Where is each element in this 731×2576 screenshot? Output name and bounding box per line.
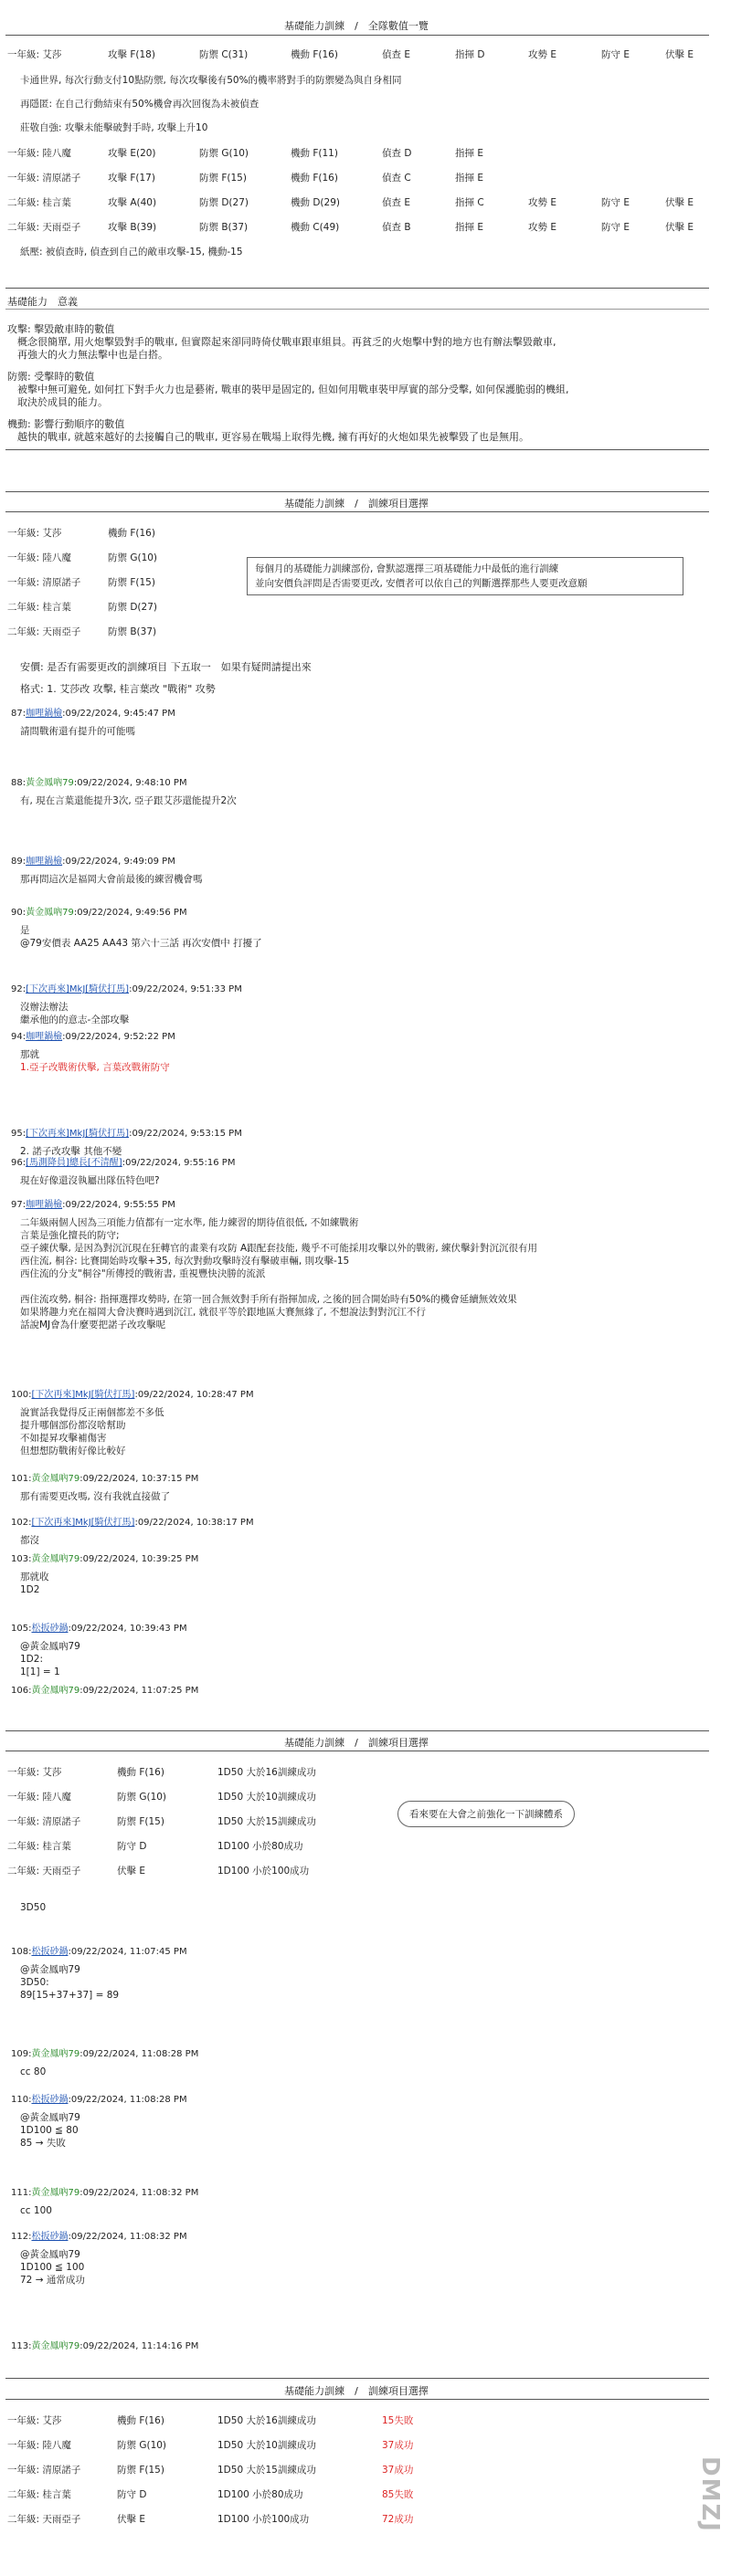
post-body: cc 100 <box>20 2205 52 2216</box>
roll-rule: 1D100 小於80成功 <box>217 1841 303 1852</box>
stat-cell: 攻勢 E <box>528 197 556 208</box>
post-header <box>11 1386 254 1400</box>
student-name: 一年級: 艾莎 <box>7 2415 62 2426</box>
post-body: 說實話我覺得反正兩個都差不多低 提升哪個部份都沒啥幫助 不如提昇攻擊補傷害 但想想防戰術好像比較好 <box>20 1407 164 1456</box>
post-body: 那再問這次是福岡大會前最後的練習機會嗎 <box>20 874 203 885</box>
post-number: 101: <box>11 1474 32 1484</box>
post-number: 102: <box>11 1518 32 1528</box>
divider <box>5 2378 709 2379</box>
post-time: :09/22/2024, 11:07:45 PM <box>68 1947 187 1957</box>
divider <box>5 2399 709 2400</box>
poster-name[interactable]: 咖哩鍋檢 <box>26 857 63 867</box>
student-name: 一年級: 陸八魔 <box>7 2440 71 2451</box>
post-header <box>11 2091 187 2105</box>
post-body: 二年級兩個人因為三項能力值都有一定水準, 能力練習的期待值很低, 不如練戰術 言葉是強化擅長的防守; 亞子練伏擊, 是因為對沉沉現在狂轉官的畫業有攻防 A跟配套技能, 幾乎不可能採用攻擊以外的戰術, 練伏擊針對沉沉很有用 西住流, 桐谷: 比賽開始時攻擊+35, 每次對動攻擊時沒有擊破車輛, 則攻擊-15 西住流的分支"桐谷"所傳授的戰術書, 重視豐快決勝的流派 西住流攻勢, 桐谷: 指揮選擇攻勢時, 在第一回合無效對手所有指揮加成, 之後的回合開始時有50%的機會延續無效效果 如果將趣力充在福岡大會決賽時遇到沉江, 就很平等於跟地區大賽無緣了, 不想說法對對沉江不行 話說MJ會為什麼要把諾子改攻擊呢 <box>20 1217 538 1330</box>
training-stat: 防禦 G(10) <box>117 1792 167 1803</box>
stat-cell: 攻擊 B(39) <box>108 222 157 233</box>
post-header <box>11 1551 198 1564</box>
post-time: :09/22/2024, 11:14:16 PM <box>79 2341 199 2351</box>
student-name: 二年級: 桂言葉 <box>7 2489 71 2500</box>
poster-name[interactable]: 咖哩鍋檢 <box>26 1032 63 1042</box>
student-name: 一年級: 陸八魔 <box>7 552 71 563</box>
divider <box>5 309 709 310</box>
roll-rule: 1D50 大於15訓練成功 <box>217 1816 316 1827</box>
training-stat: 防守 D <box>117 2489 147 2500</box>
post-time: :09/22/2024, 10:37:15 PM <box>79 1474 199 1484</box>
post-number: 96: <box>11 1158 26 1168</box>
mobility-desc-1: 越快的戰車, 就越來越好的去接觸自己的戰車, 更容易在戰場上取得先機, 擁有再好的火炮如果先被擊毀了也是無用。 <box>7 431 529 443</box>
post-body: @黃金鳳吶79 1D100 ≦ 100 72 → 通常成功 <box>20 2249 85 2286</box>
training-stat: 防禦 G(10) <box>117 2440 167 2451</box>
post-header <box>11 1028 175 1042</box>
stat-cell: 指揮 E <box>455 148 483 159</box>
post-number: 88: <box>11 778 26 788</box>
post-time: :09/22/2024, 11:08:32 PM <box>68 2232 187 2242</box>
student-name: 一年級: 清原諾子 <box>7 577 81 588</box>
poster-name[interactable]: [下次再來]MkJ[騎伏打馬] <box>31 1390 135 1400</box>
stat-cell: 偵查 C <box>382 173 411 184</box>
student-name: 一年級: 艾莎 <box>7 528 62 539</box>
training-stat: 防禦 B(37) <box>108 626 157 637</box>
stat-cell: 一年級: 陸八魔 <box>7 148 71 159</box>
post-header <box>11 774 187 788</box>
divider <box>5 288 709 289</box>
stat-cell: 指揮 E <box>455 222 483 233</box>
stat-cell: 指揮 E <box>455 173 483 184</box>
post-body: 都沒 <box>20 1535 39 1546</box>
post-header <box>11 2338 198 2351</box>
post-number: 106: <box>11 1686 32 1696</box>
post-header <box>11 1154 235 1168</box>
stat-cell: 機動 C(49) <box>291 222 340 233</box>
attack-desc-2: 再強大的火力無法擊中也是白搭。 <box>7 349 168 361</box>
student-name: 一年級: 清原諾子 <box>7 1816 81 1827</box>
poster-name[interactable]: [馬測降員]總長[不清醒] <box>26 1158 122 1168</box>
roll-rule: 1D100 小於100成功 <box>217 2514 310 2525</box>
post-body: 2. 諾子改攻擊 其他不變 <box>20 1146 122 1157</box>
section5-title: 基礎能力訓練 / 訓練項目選擇 <box>284 2385 429 2397</box>
student-name: 二年級: 天雨亞子 <box>7 2514 81 2525</box>
post-body: @黃金鳳吶79 3D50: 89[15+37+37] = 89 <box>20 1964 120 2001</box>
post-header <box>11 1125 242 1139</box>
post-line: 1.亞子改戰術伏擊, 言葉改戰術防守 <box>20 1062 170 1073</box>
stat-cell: 二年級: 天雨亞子 <box>7 222 81 233</box>
divider <box>5 511 709 512</box>
post-header <box>11 2184 198 2198</box>
post-number: 111: <box>11 2188 32 2198</box>
stat-cell: 偵查 E <box>382 197 410 208</box>
roll-rule: 1D50 大於16訓練成功 <box>217 2415 316 2426</box>
post-time: :09/22/2024, 9:49:56 PM <box>73 908 187 918</box>
stat-cell: 防守 E <box>601 222 630 233</box>
poster-name[interactable]: 咖哩鍋檢 <box>26 1200 63 1210</box>
section1-title: 基礎能力訓練 / 全隊數值一覽 <box>284 20 429 32</box>
training-stat: 防禦 F(15) <box>117 1816 164 1827</box>
rule-line-2: 並向安價負評問是否需要更改, 安價者可以依自己的判斷選擇那些人要更改意願 <box>255 578 588 589</box>
roll-rule: 1D50 大於10訓練成功 <box>217 2440 316 2451</box>
stat-cell: 防守 E <box>601 197 630 208</box>
post-body: 現在好像還沒執屬出隊伍特色吧? <box>20 1175 160 1186</box>
training-stat: 防禦 F(15) <box>117 2465 164 2476</box>
post-body: 3D50 <box>20 1902 47 1913</box>
post-body <box>20 1048 170 1074</box>
stat-cell: 伏擊 E <box>665 49 694 60</box>
post-number: 113: <box>11 2341 32 2351</box>
post-body: 是 @79安價表 AA25 AA43 第六十三話 再次安價中 打擾了 <box>20 925 262 949</box>
stat-cell: 攻擊 E(20) <box>108 148 156 159</box>
section2-title: 基礎能力 意義 <box>7 296 78 308</box>
poster-name[interactable]: [下次再來]MkJ[騎伏打馬] <box>26 984 130 994</box>
poster-name[interactable]: 松扳砂鍋 <box>31 1624 69 1634</box>
training-stat: 機動 F(16) <box>117 1767 164 1778</box>
post-number: 110: <box>11 2095 32 2105</box>
post-time: :09/22/2024, 10:39:43 PM <box>68 1624 187 1634</box>
post-number: 108: <box>11 1947 32 1957</box>
post-number: 100: <box>11 1390 32 1400</box>
post-time: :09/22/2024, 10:39:25 PM <box>79 1554 199 1564</box>
training-stat: 防禦 F(15) <box>108 577 155 588</box>
post-time: :09/22/2024, 11:08:28 PM <box>68 2095 187 2105</box>
post-number: 90: <box>11 908 26 918</box>
divider <box>5 491 709 492</box>
attack-desc-1: 概念很簡單, 用火炮擊毀對手的戰車, 但實際起來卻同時倚仗戰車跟車組員。再貧乏的火炮擊中對的地方也有辦法擊毀敵車, <box>7 336 556 348</box>
post-time: :09/22/2024, 9:48:10 PM <box>73 778 187 788</box>
stat-cell: 攻勢 E <box>528 49 556 60</box>
defense-heading: 防禦: 受擊時的數值 <box>7 371 95 383</box>
post-header <box>11 2228 187 2242</box>
training-stat: 機動 F(16) <box>117 2415 164 2426</box>
post-number: 89: <box>11 857 26 867</box>
stat-cell: 防禦 D(27) <box>199 197 249 208</box>
training-stat: 防禦 G(10) <box>108 552 158 563</box>
section4-title: 基礎能力訓練 / 訓練項目選擇 <box>284 1737 429 1749</box>
student-name: 一年級: 清原諾子 <box>7 2465 81 2476</box>
post-body: 沒辦法辦法 繼承他的的意志-全部攻擊 <box>20 1002 130 1025</box>
post-header <box>11 2045 198 2059</box>
post-number: 112: <box>11 2232 32 2242</box>
roll-rule: 1D50 大於15訓練成功 <box>217 2465 316 2476</box>
post-header <box>11 1943 187 1957</box>
attack-heading: 攻擊: 擊毀敵車時的數值 <box>7 323 115 335</box>
post-body: 那就收 1D2 <box>20 1572 49 1595</box>
divider <box>5 449 709 450</box>
training-stat: 防守 D <box>117 1841 147 1852</box>
stat-cell: 伏擊 E <box>665 222 694 233</box>
post-header <box>11 1196 175 1210</box>
poster-name[interactable]: 黃金鳳吶79 <box>31 2341 80 2351</box>
skill-note: 紙壓: 被偵查時, 偵查到自己的敵車攻擊-15, 機動-15 <box>20 247 243 258</box>
post-number: 109: <box>11 2049 32 2059</box>
roll-rule: 1D50 大於16訓練成功 <box>217 1767 316 1778</box>
post-number: 103: <box>11 1554 32 1564</box>
post-time: :09/22/2024, 9:52:22 PM <box>62 1032 175 1042</box>
stat-cell: 偵查 D <box>382 148 412 159</box>
poster-name[interactable]: [下次再來]MkJ[騎伏打馬] <box>26 1129 130 1139</box>
training-stat: 防禦 D(27) <box>108 602 157 613</box>
divider <box>5 1730 709 1731</box>
post-body: 請問戰術還有提升的可能嗎 <box>20 726 135 737</box>
poster-name[interactable]: 黃金鳳吶79 <box>26 908 74 918</box>
vote-format: 格式: 1. 艾莎改 攻擊, 桂言葉改 "戰術" 攻勢 <box>20 683 216 695</box>
stat-cell: 偵查 E <box>382 49 410 60</box>
post-number: 87: <box>11 709 26 719</box>
post-header <box>11 705 175 719</box>
poster-name[interactable]: [下次再來]MkJ[騎伏打馬] <box>31 1518 135 1528</box>
roll-rule: 1D100 小於80成功 <box>217 2489 303 2500</box>
post-time: :09/22/2024, 9:55:55 PM <box>62 1200 175 1210</box>
training-rule-box <box>247 557 683 595</box>
poster-name[interactable]: 咖哩鍋檢 <box>26 709 63 719</box>
post-time: :09/22/2024, 9:51:33 PM <box>129 984 242 994</box>
post-number: 97: <box>11 1200 26 1210</box>
poster-name[interactable]: 黃金鳳吶79 <box>31 2188 80 2198</box>
stat-cell: 偵查 B <box>382 222 411 233</box>
stat-cell: 一年級: 艾莎 <box>7 49 62 60</box>
post-line: 那就 <box>20 1049 39 1060</box>
post-header <box>11 1682 198 1696</box>
student-name: 一年級: 艾莎 <box>7 1767 62 1778</box>
poster-name[interactable]: 黃金鳳吶79 <box>31 2049 80 2059</box>
skill-note: 莊敬自強: 攻擊未能擊破對手時, 攻擊上升10 <box>20 122 208 133</box>
training-stat: 伏擊 E <box>117 1866 145 1877</box>
post-time: :09/22/2024, 9:53:15 PM <box>129 1129 242 1139</box>
stat-cell: 機動 D(29) <box>291 197 340 208</box>
speech-bubble: 看來要在大會之前強化一下訓練體系 <box>397 1801 575 1827</box>
post-body: cc 80 <box>20 2066 47 2077</box>
rule-line-1: 每個月的基礎能力訓練部份, 會默認選擇三項基礎能力中最低的進行訓練 <box>255 563 559 574</box>
post-header <box>11 1514 254 1528</box>
roll-result: 72成功 <box>382 2514 414 2525</box>
post-number: 94: <box>11 1032 26 1042</box>
post-body: 那有需要更改嗎, 沒有我就直接做了 <box>20 1491 171 1502</box>
poster-name[interactable]: 黃金鳳吶79 <box>26 778 74 788</box>
stat-cell: 機動 F(16) <box>291 49 338 60</box>
skill-note: 卡通世界, 每次行動支付10點防禦, 每次攻擊後有50%的機率將對手的防禦變為與自身相同 <box>20 75 402 86</box>
stat-cell: 攻擊 F(17) <box>108 173 155 184</box>
poster-name[interactable]: 松扳砂鍋 <box>31 2232 69 2242</box>
student-name: 二年級: 桂言葉 <box>7 602 71 613</box>
stat-cell: 攻勢 E <box>528 222 556 233</box>
roll-result: 37成功 <box>382 2465 414 2476</box>
stat-cell: 防禦 C(31) <box>199 49 249 60</box>
post-body: @黃金鳳吶79 1D100 ≦ 80 85 → 失敗 <box>20 2112 80 2149</box>
post-time: :09/22/2024, 10:28:47 PM <box>134 1390 254 1400</box>
post-header <box>11 981 242 994</box>
post-header <box>11 904 187 918</box>
defense-desc-1: 被擊中無可避免, 如何扛下對手火力也是藝術, 戰車的裝甲是固定的, 但如何用戰車裝甲厚實的部分受擊, 如何保護脆弱的機組, <box>7 384 569 395</box>
vote-prompt: 安價: 是否有需要更改的訓練項目 下五取一 如果有疑問請提出來 <box>20 661 312 673</box>
stat-cell: 機動 F(11) <box>291 148 338 159</box>
divider <box>5 35 709 36</box>
post-time: :09/22/2024, 9:55:16 PM <box>122 1158 236 1168</box>
post-time: :09/22/2024, 10:38:17 PM <box>134 1518 254 1528</box>
post-body: @黃金鳳吶79 1D2: 1[1] = 1 <box>20 1641 80 1677</box>
post-time: :09/22/2024, 11:08:28 PM <box>79 2049 199 2059</box>
mobility-heading: 機動: 影響行動順序的數值 <box>7 418 125 430</box>
poster-name[interactable]: 黃金鳳吶79 <box>31 1474 80 1484</box>
poster-name[interactable]: 黃金鳳吶79 <box>31 1554 80 1564</box>
post-number: 95: <box>11 1129 26 1139</box>
stat-cell: 伏擊 E <box>665 197 694 208</box>
poster-name[interactable]: 松扳砂鍋 <box>31 2095 69 2105</box>
post-body: 有, 現在言葉還能提升3次, 亞子跟艾莎還能提升2次 <box>20 795 237 806</box>
stat-cell: 防禦 G(10) <box>199 148 249 159</box>
stat-cell: 指揮 C <box>455 197 484 208</box>
stat-cell: 一年級: 清原諾子 <box>7 173 81 184</box>
stat-cell: 攻擊 F(18) <box>108 49 155 60</box>
stat-cell: 指揮 D <box>455 49 485 60</box>
roll-result: 37成功 <box>382 2440 414 2451</box>
training-stat: 機動 F(16) <box>108 528 155 539</box>
student-name: 二年級: 天雨亞子 <box>7 1866 81 1877</box>
roll-rule: 1D100 小於100成功 <box>217 1866 310 1877</box>
student-name: 一年級: 陸八魔 <box>7 1792 71 1803</box>
skill-note: 再隱匿: 在自己行動結束有50%機會再次回復為未被偵查 <box>20 99 260 110</box>
stat-cell: 防禦 F(15) <box>199 173 247 184</box>
stat-cell: 防禦 B(37) <box>199 222 249 233</box>
student-name: 二年級: 桂言葉 <box>7 1841 71 1852</box>
post-time: :09/22/2024, 9:49:09 PM <box>62 857 175 867</box>
stat-cell: 攻擊 A(40) <box>108 197 157 208</box>
student-name: 二年級: 天雨亞子 <box>7 626 81 637</box>
poster-name[interactable]: 松扳砂鍋 <box>31 1947 69 1957</box>
post-time: :09/22/2024, 11:07:25 PM <box>79 1686 199 1696</box>
roll-rule: 1D50 大於10訓練成功 <box>217 1792 316 1803</box>
section3-title: 基礎能力訓練 / 訓練項目選擇 <box>284 498 429 510</box>
poster-name[interactable]: 黃金鳳吶79 <box>31 1686 80 1696</box>
post-header <box>11 853 175 867</box>
post-number: 92: <box>11 984 26 994</box>
stat-cell: 二年級: 桂言葉 <box>7 197 71 208</box>
post-number: 105: <box>11 1624 32 1634</box>
site-watermark-logo: DMZJ <box>696 2456 724 2533</box>
post-header <box>11 1470 198 1484</box>
post-time: :09/22/2024, 9:45:47 PM <box>62 709 175 719</box>
post-header <box>11 1620 187 1634</box>
stat-cell: 防守 E <box>601 49 630 60</box>
post-time: :09/22/2024, 11:08:32 PM <box>79 2188 199 2198</box>
roll-result: 85失敗 <box>382 2489 414 2500</box>
roll-result: 15失敗 <box>382 2415 414 2426</box>
stat-cell: 機動 F(16) <box>291 173 338 184</box>
defense-desc-2: 取決於成員的能力。 <box>7 396 108 408</box>
training-stat: 伏擊 E <box>117 2514 145 2525</box>
